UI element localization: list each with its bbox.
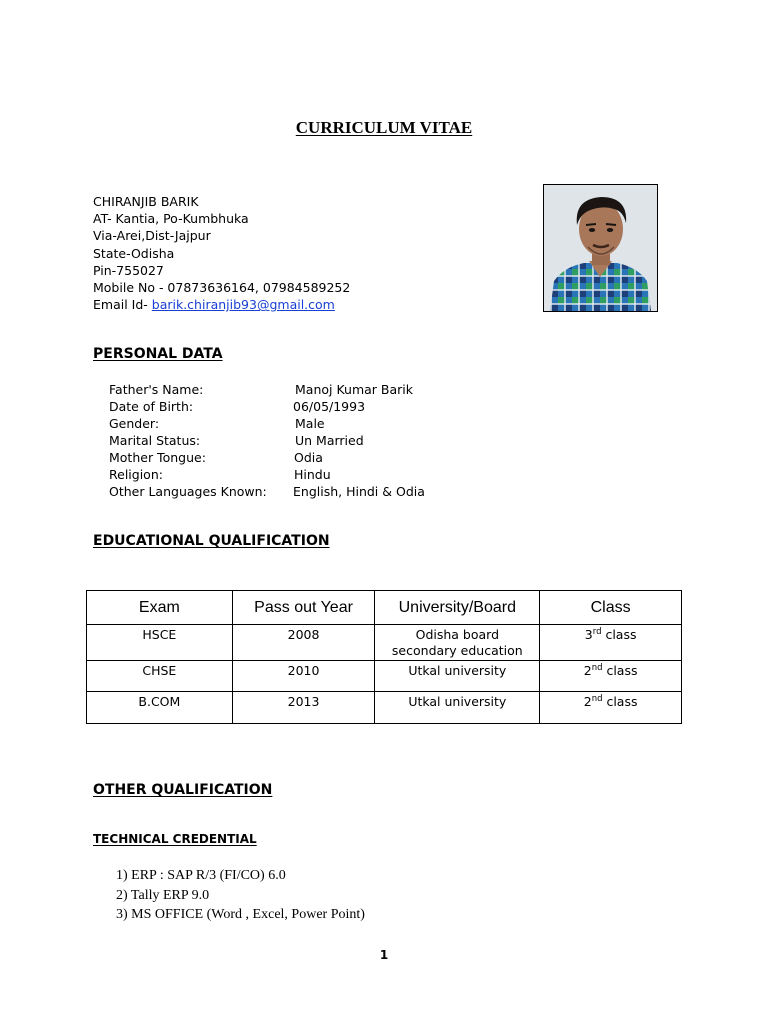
- class-suffix: nd: [591, 662, 603, 673]
- board-cell: [375, 625, 540, 661]
- board-cell: [375, 692, 540, 724]
- column-header-board: University/Board: [375, 591, 540, 625]
- class-suffix: nd: [591, 693, 603, 704]
- board-line: Odisha board: [415, 627, 500, 642]
- class-word: class: [602, 663, 638, 678]
- board-line: Utkal university: [408, 663, 507, 678]
- personal-value: Odia: [294, 450, 323, 465]
- personal-label: Father's Name:: [109, 382, 204, 397]
- mobile-line: Mobile No - 07873636164, 07984589252: [93, 280, 351, 296]
- class-cell: [540, 692, 682, 724]
- class-number: 3: [584, 627, 593, 642]
- table-row: [87, 625, 682, 661]
- person-photo-icon: [543, 184, 658, 312]
- personal-value: Hindu: [294, 467, 331, 482]
- board-cell: [375, 661, 540, 692]
- table-row: [87, 692, 682, 724]
- personal-value: 06/05/1993: [293, 399, 366, 414]
- education-table: [86, 590, 682, 724]
- class-suffix: rd: [592, 626, 602, 637]
- table-header-row: [87, 591, 682, 625]
- list-item: 3) MS OFFICE (Word , Excel, Power Point): [116, 907, 365, 922]
- address-line-1: AT- Kantia, Po-Kumbhuka: [93, 211, 249, 227]
- personal-value: English, Hindi & Odia: [293, 484, 425, 499]
- personal-label: Gender:: [109, 416, 160, 431]
- exam-cell: CHSE: [87, 661, 233, 692]
- page-title: CURRICULUM VITAE: [295, 118, 473, 137]
- year-cell: 2013: [232, 692, 375, 724]
- email-label: Email Id-: [93, 297, 152, 313]
- personal-label: Mother Tongue:: [109, 450, 206, 465]
- class-word: class: [602, 694, 638, 709]
- personal-value: Un Married: [295, 433, 364, 448]
- candidate-name: CHIRANJIB BARIK: [93, 194, 199, 209]
- personal-value: Manoj Kumar Barik: [295, 382, 413, 397]
- photo-illustration: [544, 185, 657, 311]
- email-line: [93, 296, 350, 313]
- list-item: 2) Tally ERP 9.0: [116, 887, 210, 903]
- contact-block: [93, 193, 350, 313]
- personal-label: Date of Birth:: [109, 399, 194, 414]
- class-number: 2: [583, 663, 592, 678]
- personal-value: Male: [295, 416, 325, 431]
- personal-label: Religion:: [109, 467, 163, 482]
- personal-label: Other Languages Known:: [109, 484, 267, 499]
- column-header-class: Class: [540, 591, 682, 625]
- address-line-2: Via-Arei,Dist-Jajpur: [93, 228, 211, 244]
- class-number: 2: [583, 694, 592, 709]
- exam-cell: HSCE: [87, 625, 233, 661]
- board-line: Utkal university: [408, 694, 507, 709]
- year-cell: 2008: [232, 625, 375, 661]
- email-link[interactable]: barik.chiranjib93@gmail.com: [151, 297, 335, 313]
- state-line: State-Odisha: [93, 245, 175, 261]
- class-cell: [540, 625, 682, 661]
- board-line: secondary education: [391, 643, 523, 658]
- column-header-exam: Exam: [87, 591, 233, 625]
- technical-list: [116, 866, 365, 925]
- education-heading: EDUCATIONAL QUALIFICATION: [93, 533, 330, 549]
- technical-credential-heading: TECHNICAL CREDENTIAL: [93, 832, 257, 846]
- pin-line: Pin-755027: [93, 262, 164, 278]
- year-cell: 2010: [232, 661, 375, 692]
- other-qualification-heading: OTHER QUALIFICATION: [93, 782, 273, 798]
- class-cell: [540, 661, 682, 692]
- personal-data-heading: PERSONAL DATA: [93, 346, 223, 362]
- exam-cell: B.COM: [87, 692, 233, 724]
- table-row: [87, 661, 682, 692]
- class-word: class: [601, 627, 637, 642]
- page-number: 1: [379, 948, 389, 962]
- column-header-year: Pass out Year: [232, 591, 375, 625]
- personal-label: Marital Status:: [109, 433, 201, 448]
- list-item: 1) ERP : SAP R/3 (FI/CO) 6.0: [116, 868, 286, 883]
